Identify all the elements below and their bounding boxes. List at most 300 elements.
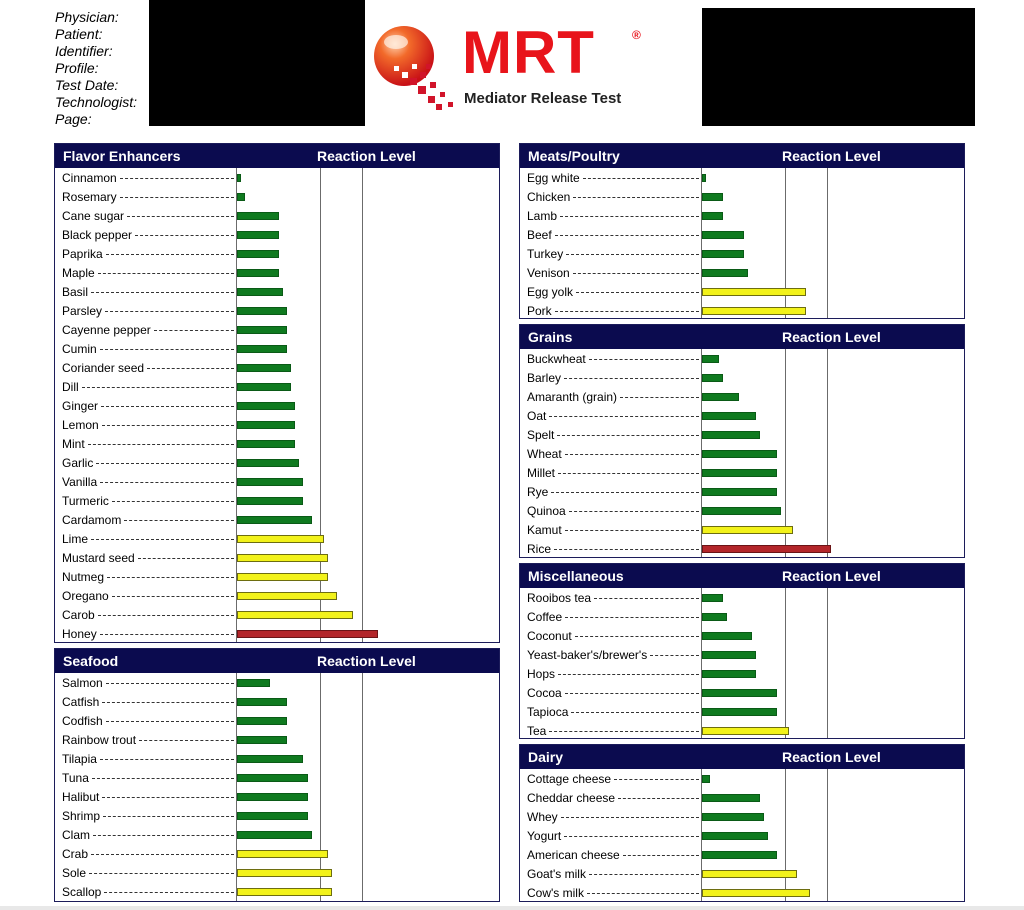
technologist-label: Technologist: xyxy=(55,94,137,110)
food-row xyxy=(520,521,960,540)
food-row xyxy=(520,865,960,884)
misc-panel-header xyxy=(520,564,964,588)
leader-dashes xyxy=(554,549,699,550)
food-row xyxy=(520,169,960,188)
food-label xyxy=(527,447,699,461)
leader-dashes xyxy=(555,311,699,312)
food-label xyxy=(62,285,234,299)
seafood-panel-header xyxy=(55,649,499,673)
leader-dashes xyxy=(91,854,234,855)
leader-dashes xyxy=(93,835,234,836)
food-label xyxy=(527,867,699,881)
food-row xyxy=(55,883,495,902)
food-row xyxy=(520,627,960,646)
food-row xyxy=(55,378,495,397)
leader-dashes xyxy=(575,636,699,637)
leader-dashes xyxy=(89,873,234,874)
flavor-reaction-level-label: Reaction Level xyxy=(317,148,416,164)
food-row xyxy=(55,511,495,530)
food-label xyxy=(527,591,699,605)
leader-dashes xyxy=(565,617,699,618)
seafood-panel-title: Seafood xyxy=(63,653,119,669)
reaction-bar-green xyxy=(702,431,760,439)
food-label xyxy=(527,829,699,843)
food-row xyxy=(55,207,495,226)
reaction-bar-green xyxy=(702,412,756,420)
physician-label: Physician: xyxy=(55,9,119,25)
leader-dashes xyxy=(100,759,234,760)
food-label xyxy=(62,190,234,204)
leader-dashes xyxy=(154,330,234,331)
leader-dashes xyxy=(102,702,234,703)
reaction-bar-green xyxy=(702,193,723,201)
seafood-reaction-level-label: Reaction Level xyxy=(317,653,416,669)
leader-dashes xyxy=(573,197,699,198)
food-row xyxy=(520,608,960,627)
food-row xyxy=(55,826,495,845)
food-label xyxy=(62,847,234,861)
reaction-bar-yellow xyxy=(237,554,328,562)
reaction-bar-green xyxy=(237,174,241,182)
leader-dashes xyxy=(565,454,699,455)
leader-dashes xyxy=(100,349,234,350)
leader-dashes xyxy=(565,530,699,531)
food-row xyxy=(520,684,960,703)
reaction-bar-yellow xyxy=(237,535,324,543)
food-label xyxy=(527,523,699,537)
food-row xyxy=(520,369,960,388)
misc-reaction-level-label: Reaction Level xyxy=(782,568,881,584)
food-row xyxy=(55,807,495,826)
reaction-bar-green xyxy=(237,383,291,391)
reaction-bar-green xyxy=(702,813,764,821)
food-name: Amaranth (grain) xyxy=(527,390,618,404)
reaction-bar-green xyxy=(702,469,777,477)
leader-dashes xyxy=(558,674,699,675)
food-row xyxy=(520,188,960,207)
reaction-bar-yellow xyxy=(702,870,797,878)
food-row xyxy=(520,589,960,608)
reaction-bar-green xyxy=(237,774,308,782)
food-label xyxy=(62,209,234,223)
food-name: Mint xyxy=(62,437,85,451)
food-name: Turmeric xyxy=(62,494,109,508)
reaction-bar-yellow xyxy=(237,611,353,619)
food-name: Scallop xyxy=(62,885,102,899)
food-row xyxy=(55,416,495,435)
food-name: Millet xyxy=(527,466,556,480)
leader-dashes xyxy=(102,797,234,798)
reaction-bar-green xyxy=(702,613,727,621)
food-label xyxy=(62,228,234,242)
food-name: Venison xyxy=(527,266,570,280)
food-name: Rainbow trout xyxy=(62,733,137,747)
leader-dashes xyxy=(107,577,234,578)
food-row xyxy=(55,587,495,606)
leader-dashes xyxy=(569,511,699,512)
leader-dashes xyxy=(88,444,234,445)
food-name: Spelt xyxy=(527,428,555,442)
food-row xyxy=(55,226,495,245)
food-row xyxy=(520,808,960,827)
dairy-panel xyxy=(519,744,965,902)
leader-dashes xyxy=(106,683,234,684)
reaction-bar-red xyxy=(237,630,378,638)
reaction-bar-yellow xyxy=(702,889,810,897)
food-name: Yeast-baker's/brewer's xyxy=(527,648,648,662)
leader-dashes xyxy=(589,874,699,875)
food-label xyxy=(62,608,234,622)
food-label xyxy=(62,494,234,508)
reaction-bar-green xyxy=(702,250,744,258)
leader-dashes xyxy=(650,655,699,656)
reaction-bar-yellow xyxy=(237,869,332,877)
food-label xyxy=(62,714,234,728)
dairy-reaction-level-label: Reaction Level xyxy=(782,749,881,765)
food-label xyxy=(62,399,234,413)
food-label xyxy=(62,323,234,337)
misc-panel-title: Miscellaneous xyxy=(528,568,624,584)
food-name: Paprika xyxy=(62,247,103,261)
food-label xyxy=(527,648,699,662)
reaction-bar-green xyxy=(702,231,744,239)
food-label xyxy=(62,866,234,880)
leader-dashes xyxy=(564,378,699,379)
redacted-lab-info xyxy=(702,8,975,126)
food-row xyxy=(55,625,495,644)
reaction-bar-green xyxy=(702,212,723,220)
food-name: Cane sugar xyxy=(62,209,125,223)
leader-dashes xyxy=(124,520,234,521)
food-name: Cayenne pepper xyxy=(62,323,151,337)
food-row xyxy=(55,864,495,883)
leader-dashes xyxy=(82,387,234,388)
reaction-bar-yellow xyxy=(237,850,328,858)
leader-dashes xyxy=(551,492,699,493)
food-name: Crab xyxy=(62,847,89,861)
dairy-panel-header xyxy=(520,745,964,769)
food-label xyxy=(62,304,234,318)
food-label xyxy=(62,790,234,804)
reaction-bar-green xyxy=(237,326,287,334)
food-row xyxy=(520,388,960,407)
food-name: Maple xyxy=(62,266,95,280)
food-name: Coconut xyxy=(527,629,572,643)
food-label xyxy=(527,848,699,862)
food-label xyxy=(527,228,699,242)
reaction-bar-green xyxy=(702,355,719,363)
food-label xyxy=(527,810,699,824)
food-name: Rye xyxy=(527,485,549,499)
food-name: Pork xyxy=(527,304,552,318)
food-row xyxy=(520,426,960,445)
food-name: Mustard seed xyxy=(62,551,135,565)
food-row xyxy=(520,846,960,865)
food-label xyxy=(527,266,699,280)
food-label xyxy=(527,791,699,805)
reaction-bar-green xyxy=(702,775,710,783)
food-row xyxy=(55,712,495,731)
food-name: Kamut xyxy=(527,523,562,537)
redacted-patient-info xyxy=(149,0,365,126)
food-row xyxy=(55,788,495,807)
food-name: Cardamom xyxy=(62,513,122,527)
food-label xyxy=(62,456,234,470)
leader-dashes xyxy=(623,855,699,856)
reaction-bar-green xyxy=(702,851,777,859)
food-label xyxy=(527,667,699,681)
reaction-bar-green xyxy=(237,288,283,296)
food-label xyxy=(62,437,234,451)
food-name: Egg white xyxy=(527,171,580,185)
leader-dashes xyxy=(96,463,234,464)
reaction-bar-green xyxy=(702,450,777,458)
leader-dashes xyxy=(561,817,699,818)
food-row xyxy=(55,435,495,454)
food-name: Catfish xyxy=(62,695,100,709)
food-row xyxy=(55,188,495,207)
leader-dashes xyxy=(583,178,699,179)
food-row xyxy=(55,750,495,769)
leader-dashes xyxy=(549,416,699,417)
leader-dashes xyxy=(98,273,234,274)
food-row xyxy=(55,731,495,750)
food-name: Goat's milk xyxy=(527,867,586,881)
mrt-logo-text: MRT xyxy=(462,19,595,86)
reaction-bar-green xyxy=(702,689,777,697)
food-label xyxy=(527,886,699,900)
leader-dashes xyxy=(620,397,699,398)
leader-dashes xyxy=(92,778,234,779)
food-label xyxy=(62,551,234,565)
meats-panel-header xyxy=(520,144,964,168)
food-name: Vanilla xyxy=(62,475,98,489)
food-label xyxy=(62,513,234,527)
food-row xyxy=(55,492,495,511)
food-name: Basil xyxy=(62,285,89,299)
food-row xyxy=(55,359,495,378)
food-label xyxy=(62,627,234,641)
page-bottom-edge xyxy=(0,906,1024,910)
food-name: Coffee xyxy=(527,610,563,624)
food-name: Buckwheat xyxy=(527,352,586,366)
food-name: Cinnamon xyxy=(62,171,117,185)
food-label xyxy=(62,771,234,785)
food-label xyxy=(527,542,699,556)
food-name: Chicken xyxy=(527,190,571,204)
food-label xyxy=(527,724,699,738)
food-row xyxy=(520,770,960,789)
reaction-bar-green xyxy=(702,488,777,496)
reaction-bar-yellow xyxy=(702,526,793,534)
food-name: Barley xyxy=(527,371,562,385)
food-name: Hops xyxy=(527,667,556,681)
reaction-bar-green xyxy=(237,755,303,763)
patient-info-labels xyxy=(55,9,137,128)
food-name: Honey xyxy=(62,627,97,641)
leader-dashes xyxy=(587,893,699,894)
food-row xyxy=(520,464,960,483)
reaction-bar-green xyxy=(237,440,295,448)
leader-dashes xyxy=(558,473,699,474)
reaction-bar-green xyxy=(237,307,287,315)
food-label xyxy=(527,686,699,700)
food-name: Lemon xyxy=(62,418,99,432)
reaction-bar-yellow xyxy=(702,288,806,296)
food-name: Wheat xyxy=(527,447,562,461)
food-name: Nutmeg xyxy=(62,570,105,584)
leader-dashes xyxy=(147,368,234,369)
meats-poultry-panel xyxy=(519,143,965,319)
leader-dashes xyxy=(566,254,699,255)
food-label xyxy=(62,532,234,546)
food-row xyxy=(55,549,495,568)
reaction-bar-green xyxy=(237,736,287,744)
food-row xyxy=(520,703,960,722)
reaction-bar-green xyxy=(237,421,295,429)
food-label xyxy=(527,466,699,480)
reaction-bar-green xyxy=(237,812,308,820)
leader-dashes xyxy=(120,178,234,179)
grains-panel-header xyxy=(520,325,964,349)
reaction-bar-green xyxy=(237,212,279,220)
food-row xyxy=(55,845,495,864)
leader-dashes xyxy=(564,836,699,837)
reaction-bar-green xyxy=(702,708,777,716)
dairy-panel-title: Dairy xyxy=(528,749,564,765)
food-row xyxy=(55,302,495,321)
food-label xyxy=(62,361,234,375)
grains-panel xyxy=(519,324,965,558)
food-label xyxy=(527,285,699,299)
food-row xyxy=(520,502,960,521)
reaction-bar-red xyxy=(702,545,831,553)
reaction-bar-green xyxy=(237,717,287,725)
meats-reaction-level-label: Reaction Level xyxy=(782,148,881,164)
food-name: Coriander seed xyxy=(62,361,145,375)
seafood-panel xyxy=(54,648,500,902)
leader-dashes xyxy=(576,292,699,293)
leader-dashes xyxy=(557,435,699,436)
food-row xyxy=(520,264,960,283)
leader-dashes xyxy=(614,779,699,780)
food-label xyxy=(527,610,699,624)
leader-dashes xyxy=(105,311,234,312)
leader-dashes xyxy=(91,292,234,293)
food-row xyxy=(55,769,495,788)
food-label xyxy=(62,475,234,489)
food-row xyxy=(55,340,495,359)
mrt-logo-subtitle: Mediator Release Test xyxy=(464,90,622,107)
food-name: Tapioca xyxy=(527,705,569,719)
reaction-bar-green xyxy=(702,507,781,515)
flavor-enhancers-panel xyxy=(54,143,500,643)
food-label xyxy=(527,171,699,185)
food-name: Carob xyxy=(62,608,95,622)
leader-dashes xyxy=(573,273,699,274)
page-label: Page: xyxy=(55,111,92,127)
leader-dashes xyxy=(98,615,234,616)
leader-dashes xyxy=(112,501,234,502)
leader-dashes xyxy=(589,359,699,360)
leader-dashes xyxy=(594,598,699,599)
food-label xyxy=(527,629,699,643)
food-label xyxy=(62,171,234,185)
reaction-bar-yellow xyxy=(237,592,337,600)
leader-dashes xyxy=(120,197,234,198)
food-label xyxy=(62,885,234,899)
reaction-bar-green xyxy=(702,794,760,802)
food-label xyxy=(62,809,234,823)
leader-dashes xyxy=(138,558,234,559)
food-label xyxy=(62,695,234,709)
reaction-bar-green xyxy=(237,364,291,372)
food-row xyxy=(55,606,495,625)
mrt-logo xyxy=(370,19,660,116)
leader-dashes xyxy=(104,892,234,893)
identifier-label: Identifier: xyxy=(55,43,113,59)
reaction-bar-green xyxy=(237,478,303,486)
food-name: Lamb xyxy=(527,209,558,223)
leader-dashes xyxy=(91,539,234,540)
reaction-bar-green xyxy=(237,193,245,201)
food-label xyxy=(527,371,699,385)
food-name: Rooibos tea xyxy=(527,591,592,605)
leader-dashes xyxy=(139,740,234,741)
food-label xyxy=(527,428,699,442)
reaction-bar-green xyxy=(702,832,768,840)
food-label xyxy=(62,380,234,394)
food-row xyxy=(520,789,960,808)
reaction-bar-green xyxy=(237,231,279,239)
leader-dashes xyxy=(106,254,234,255)
leader-dashes xyxy=(127,216,234,217)
food-row xyxy=(520,884,960,903)
food-row xyxy=(55,283,495,302)
food-label xyxy=(527,485,699,499)
food-row xyxy=(55,397,495,416)
food-row xyxy=(520,207,960,226)
miscellaneous-panel xyxy=(519,563,965,739)
leader-dashes xyxy=(103,816,234,817)
food-name: Halibut xyxy=(62,790,100,804)
food-name: Sole xyxy=(62,866,87,880)
food-label xyxy=(527,772,699,786)
food-name: Rice xyxy=(527,542,552,556)
food-row xyxy=(520,646,960,665)
food-name: American cheese xyxy=(527,848,620,862)
food-row xyxy=(55,693,495,712)
food-row xyxy=(520,827,960,846)
reaction-bar-green xyxy=(702,174,706,182)
leader-dashes xyxy=(100,482,234,483)
leader-dashes xyxy=(135,235,234,236)
food-name: Codfish xyxy=(62,714,103,728)
food-name: Tea xyxy=(527,724,547,738)
leader-dashes xyxy=(618,798,699,799)
profile-label: Profile: xyxy=(55,60,99,76)
leader-dashes xyxy=(565,693,699,694)
food-name: Ginger xyxy=(62,399,99,413)
leader-dashes xyxy=(101,406,234,407)
reaction-bar-green xyxy=(237,831,312,839)
reaction-bar-green xyxy=(702,269,748,277)
reaction-bar-green xyxy=(237,250,279,258)
food-row xyxy=(55,473,495,492)
food-name: Lime xyxy=(62,532,89,546)
food-name: Parsley xyxy=(62,304,103,318)
food-name: Tilapia xyxy=(62,752,97,766)
